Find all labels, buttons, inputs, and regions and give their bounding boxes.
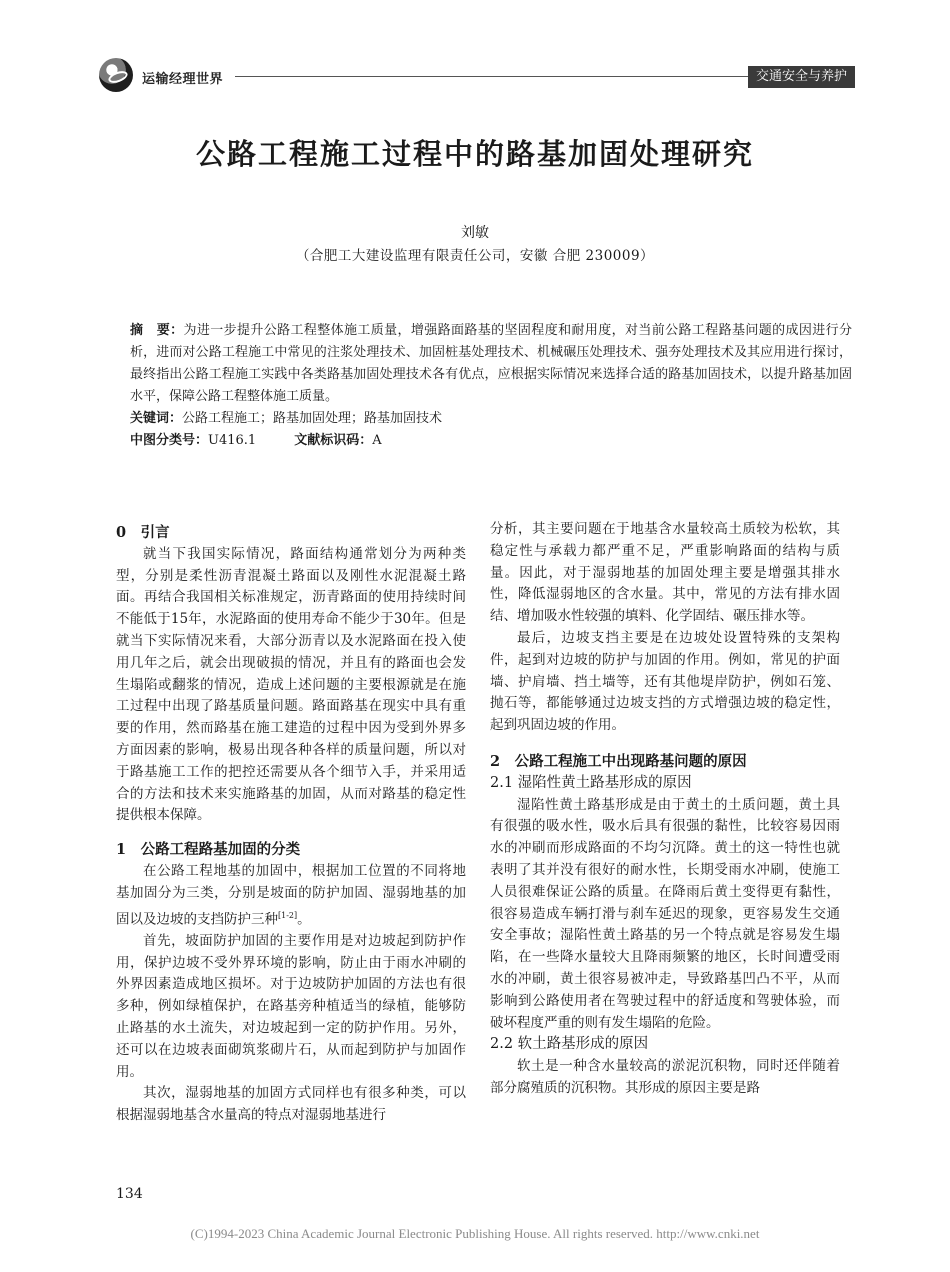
paragraph: [116, 861, 466, 931]
section-tag: 交通安全与养护: [748, 66, 855, 88]
paragraph-text: 在公路工程地基的加固中，根据加工位置的不同将地基加固分为三类，分别是坡面的防护加固、湿弱地基的加固以及边坡的支挡防护三种: [116, 862, 466, 928]
doc-code-value: A: [372, 433, 382, 448]
abstract-text: 为进一步提升公路工程整体施工质量，增强路面路基的坚固程度和耐用度，对当前公路工程路基问题的成因进行分析，进而对公路工程施工中常见的注浆处理技术、加固桩基处理技术、机械碾压处理技术、强夯处理技术及其应用进行探讨，最终指出公路工程施工实践中各类路基加固处理技术各有优点，应根据实际情况来选择合适的路基加固技术，以提升路基加固水平，保障公路工程整体施工质量。: [130, 323, 852, 404]
paragraph: 就当下我国实际情况，路面结构通常划分为两种类型，分别是柔性沥青混凝土路面以及刚性水泥混凝土路面。再结合我国相关标准规定，沥青路面的使用持续时间不能低于15年，水泥路面的使用寿命不能少于30年。但是就当下实际情况来看，大部分沥青以及水泥路面在投入使用几年之后，就会出现破损的情况，并且有的路面也会发生塌陷或翻浆的情况，造成上述问题的主要根源就是在施工过程中出现了路基质量问题。路面路基在现实中具有重要的作用，然而路基在施工建造的过程中因为受到外界多方面因素的影响，极易出现各种各样的质量问题，所以对于路基施工工作的把控还需要从各个细节入手，并采用适合的方法和技术来实施路基的加固，从而对路基的稳定性提供根本保障。: [116, 545, 466, 824]
abstract-block: [130, 320, 852, 452]
clc-value: U416.1: [208, 433, 257, 448]
globe-logo-icon: [99, 58, 133, 92]
author-affiliation: （合肥工大建设监理有限责任公司，安徽 合肥 230009）: [295, 248, 655, 264]
left-column: [116, 522, 466, 1127]
abstract-label: 摘 要：: [130, 323, 184, 338]
paragraph-continued: 分析，其主要问题在于地基含水量较高土质较为松软，其稳定性与承载力都严重不足，严重影响路面的结构与质量。因此，对于湿弱地基的加固处理主要是增强其排水性，降低湿弱地区的含水量。其中，常见的方法有排水固结、增加吸水性较强的填料、化学固结、碾压排水等。: [490, 521, 840, 625]
section-0-heading: 0 引言: [116, 524, 170, 541]
paragraph: 湿陷性黄土路基形成是由于黄土的土质问题，黄土具有很强的吸水性，吸水后具有很强的黏性，比较容易因雨水的冲刷而形成路面的不均匀沉降。黄土的这一特性也就表明了其并没有很好的耐水性，长期受雨水冲刷，使施工人员很难保证公路的质量。在降雨后黄土变得更有黏性，很容易造成车辆打滑与刹车延迟的现象，更容易发生交通安全事故；湿陷性黄土路基的另一个特点就是容易发生塌陷，在一些降水量较大且降雨频繁的地区，长时间遭受雨水的冲刷，黄土很容易被冲走，导致路基凹凸不平，从而影响到公路使用者在驾驶过程中的舒适度和驾驶体验，而破坏程度严重的则有发生塌陷的危险。: [490, 796, 840, 1031]
doc-code-label: 文献标识码：: [294, 433, 373, 448]
author-name: 刘敏: [461, 225, 489, 241]
right-column: [490, 519, 840, 1100]
subsection-title: 软土路基形成的原因: [517, 1036, 649, 1053]
header-rule: [235, 76, 750, 77]
running-header: [95, 56, 855, 96]
classification-line: [130, 430, 852, 452]
keywords-line: [130, 408, 852, 430]
keywords-text: 公路工程施工；路基加固处理；路基加固技术: [182, 411, 443, 426]
paragraph: 首先，坡面防护加固的主要作用是对边坡起到防护作用，保护边坡不受外界环境的影响，防止由于雨水冲刷的外界因素造成地区损坏。对于边坡防护加固的方法也有很多种，例如绿植保护，在路基旁种植适当的绿植，能够防止路基的水土流失，对边坡起到一定的防护作用。另外，还可以在边坡表面砌筑浆砌片石，从而起到防护与加固作用。: [116, 932, 466, 1080]
copyright-line: (C)1994-2023 China Academic Journal Electronic Publishing House. All rights reserved. http://www.cnki.net: [190, 1226, 760, 1241]
subsection-title: 湿陷性黄土路基形成的原因: [517, 774, 692, 791]
paragraph: 其次，湿弱地基的加固方式同样也有很多种类，可以根据湿弱地基含水量高的特点对湿弱地基进行: [116, 1085, 466, 1124]
clc-label: 中图分类号：: [130, 433, 209, 448]
abstract: [130, 320, 852, 408]
paragraph-end: 。: [297, 911, 311, 928]
subsection-2-1-heading: [490, 773, 840, 795]
paragraph: 最后，边坡支挡主要是在边坡处设置特殊的支架构件，起到对边坡的防护与加固的作用。例如，常见的护面墙、护肩墙、挡土墙等，还有其他堤岸防护，例如石笼、抛石等，都能够通过边坡支挡的方式增强边坡的稳定性，起到巩固边坡的作用。: [490, 629, 840, 734]
article-title: 公路工程施工过程中的路基加固处理研究: [195, 137, 754, 171]
paragraph: 软土是一种含水量较高的淤泥沉积物，同时还伴随着部分腐殖质的沉积物。其形成的原因主要是路: [490, 1058, 840, 1096]
subsection-2-2-heading: [490, 1034, 840, 1056]
page-number: 134: [116, 1186, 143, 1202]
section-1-heading: 1 公路工程路基加固的分类: [116, 841, 301, 859]
journal-name: 运输经理世界: [142, 72, 224, 87]
section-2-heading: 2 公路工程施工中出现路基问题的原因: [490, 752, 747, 770]
keywords-label: 关键词：: [130, 411, 183, 426]
subsection-number: 2.1: [490, 774, 514, 791]
citation-ref: [1-2]: [278, 910, 298, 920]
subsection-number: 2.2: [490, 1036, 514, 1053]
